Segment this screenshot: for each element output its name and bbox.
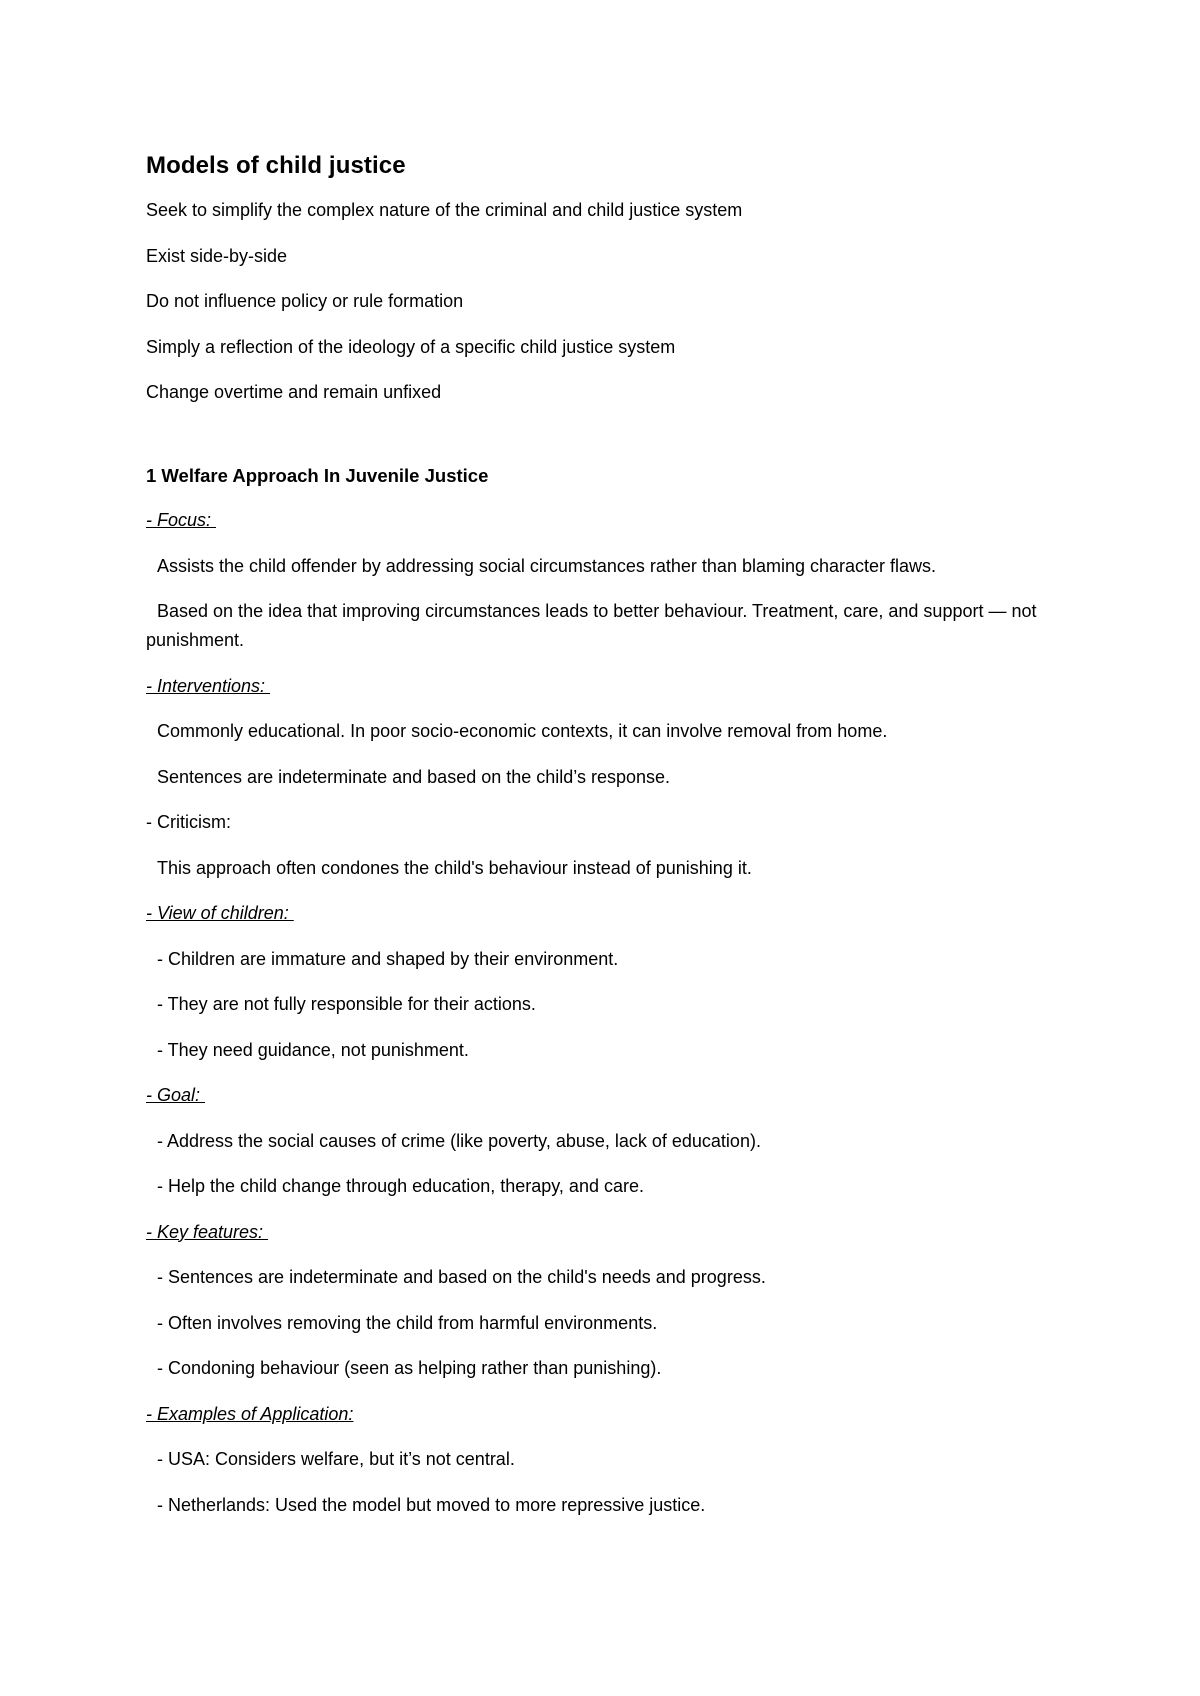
- examples-label: - Examples of Application:: [146, 1403, 354, 1424]
- goal-label: - Goal:: [146, 1085, 206, 1105]
- intro-line: Do not influence policy or rule formation: [146, 291, 464, 311]
- interventions-item: Commonly educational. In poor socio-economic contexts, it can involve removal from home.: [157, 721, 888, 741]
- document-body: [146, 150, 1056, 1536]
- view-of-children-item: - They are not fully responsible for their actions.: [157, 994, 536, 1014]
- key-features-item: - Condoning behaviour (seen as helping rather than punishing).: [157, 1358, 662, 1378]
- intro-line: Simply a reflection of the ideology of a specific child justice system: [146, 336, 676, 357]
- interventions-label: - Interventions:: [146, 675, 271, 696]
- key-features-label: - Key features:: [146, 1221, 269, 1242]
- intro-list: [146, 196, 1056, 407]
- examples-item: - USA: Considers welfare, but it’s not central.: [157, 1449, 515, 1469]
- welfare-section: [146, 461, 1056, 1520]
- key-features-item: - Sentences are indeterminate and based on the child's needs and progress.: [157, 1267, 766, 1287]
- goal-item: - Address the social causes of crime (like poverty, abuse, lack of education).: [157, 1130, 761, 1151]
- intro-line: Seek to simplify the complex nature of the criminal and child justice system: [146, 200, 743, 220]
- intro-line: Exist side-by-side: [146, 245, 288, 266]
- interventions-item: Sentences are indeterminate and based on the child’s response.: [157, 766, 671, 787]
- criticism-item: This approach often condones the child's behaviour instead of punishing it.: [157, 857, 752, 878]
- key-features-item: - Often involves removing the child from harmful environments.: [157, 1312, 658, 1333]
- document-title: Models of child justice: [146, 152, 406, 179]
- section-heading: 1 Welfare Approach In Juvenile Justice: [146, 465, 489, 486]
- intro-line: Change overtime and remain unfixed: [146, 382, 442, 402]
- focus-label: - Focus:: [146, 510, 217, 530]
- examples-item: - Netherlands: Used the model but moved to more repressive justice.: [157, 1494, 706, 1515]
- focus-item: Based on the idea that improving circumstances leads to better behaviour. Treatment, care, and support — not punishment.: [146, 601, 1037, 650]
- focus-item: Assists the child offender by addressing social circumstances rather than blaming character flaws.: [157, 555, 937, 576]
- criticism-label: - Criticism:: [146, 812, 231, 832]
- goal-item: - Help the child change through education, therapy, and care.: [157, 1176, 644, 1196]
- view-of-children-label: - View of children:: [146, 903, 294, 923]
- view-of-children-item: - They need guidance, not punishment.: [157, 1039, 469, 1060]
- view-of-children-item: - Children are immature and shaped by their environment.: [157, 948, 619, 969]
